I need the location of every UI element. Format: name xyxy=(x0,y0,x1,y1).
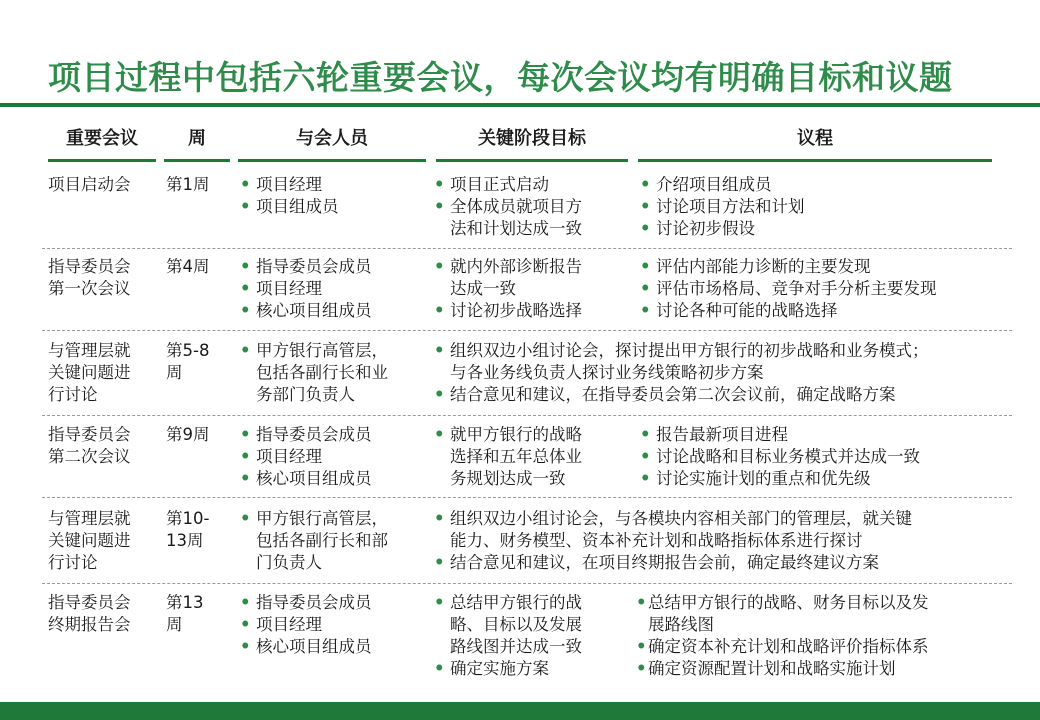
list-item: • 评估市场格局、竞争对手分析主要发现 xyxy=(638,278,1008,300)
attendee-line: 包括各副行长和部 xyxy=(256,531,388,550)
header-attendees: 与会人员 xyxy=(296,128,368,149)
list-item xyxy=(432,174,632,196)
list-item: • 核心项目组成员 xyxy=(238,468,428,490)
header-rule-attendees xyxy=(238,159,426,162)
row2-week xyxy=(166,256,210,278)
list-item: • 项目组成员 xyxy=(238,196,428,218)
list-item: • 核心项目组成员 xyxy=(238,300,428,322)
header-rule-goals xyxy=(436,159,628,162)
header-week: 周 xyxy=(188,128,206,149)
attendee-line: 门负责人 xyxy=(256,553,322,572)
row6-goals xyxy=(432,592,632,680)
merged-line: • 组织双边小组讨论会，与各模块内容相关部门的管理层，就关键 xyxy=(450,509,912,528)
row4-attendees xyxy=(238,424,428,490)
list-item xyxy=(432,424,632,490)
week-line: 第13 xyxy=(166,593,204,612)
goal-line: 选择和五年总体业 xyxy=(450,447,582,466)
row5-attendees xyxy=(238,508,428,574)
row6-week xyxy=(166,592,204,636)
list-item xyxy=(238,508,428,574)
header-rule-agenda xyxy=(638,159,992,162)
list-item xyxy=(432,196,632,240)
meeting-line: 指导委员会 xyxy=(48,593,131,612)
week-line: 第5-8 xyxy=(166,341,210,360)
row4-goals xyxy=(432,424,632,490)
list-item xyxy=(636,658,1006,680)
meeting-line: 关键问题进 xyxy=(48,363,131,382)
row2-agenda xyxy=(638,256,1008,322)
list-item: • 核心项目组成员 xyxy=(238,636,428,658)
row6-agenda xyxy=(636,592,1006,680)
attendee-line: • 甲方银行高管层， xyxy=(256,341,388,360)
merged-line: • 组织双边小组讨论会，探讨提出甲方银行的初步战略和业务模式； xyxy=(450,341,929,360)
merged-line: 能力、财务模型、资本补充计划和战略指标体系进行探讨 xyxy=(450,531,863,550)
list-item xyxy=(432,256,632,300)
row-separator xyxy=(42,415,1012,416)
row-separator xyxy=(42,248,1012,249)
merged-line: 结合意见和建议，在项目终期报告会前，确定最终建议方案 xyxy=(450,553,879,572)
list-item xyxy=(432,552,1007,574)
list-item xyxy=(432,508,1007,552)
list-item xyxy=(432,300,632,322)
goal-line: • 全体成员就项目方 xyxy=(450,197,582,216)
goal-line: 务规划达成一致 xyxy=(450,469,566,488)
list-item: • 指导委员会成员 xyxy=(238,592,428,614)
goal-line: 路线图并达成一致 xyxy=(450,637,582,656)
list-item: • 讨论项目方法和计划 xyxy=(638,196,998,218)
list-item: • 指导委员会成员 xyxy=(238,424,428,446)
list-item xyxy=(432,384,1007,406)
list-item: • 项目经理 xyxy=(238,446,428,468)
footer-bar xyxy=(0,702,1040,720)
week-line: 第10- xyxy=(166,509,210,528)
goal-line: 讨论初步战略选择 xyxy=(450,301,582,320)
list-item xyxy=(636,592,1006,636)
row4-agenda xyxy=(638,424,998,490)
goal-line: 确定实施方案 xyxy=(450,659,549,678)
agenda-line: 确定资本补充计划和战略评价指标体系 xyxy=(648,637,929,656)
row6-attendees xyxy=(238,592,428,658)
row1-attendees xyxy=(238,174,428,218)
row-separator xyxy=(42,583,1012,584)
title-underline xyxy=(0,103,1040,107)
attendee-line: 包括各副行长和业 xyxy=(256,363,388,382)
attendee-line: • 甲方银行高管层， xyxy=(256,509,388,528)
row-separator xyxy=(42,330,1012,331)
week-line: 第4周 xyxy=(166,257,210,276)
list-item xyxy=(636,636,1006,658)
meeting-line: 关键问题进 xyxy=(48,531,131,550)
list-item: • 讨论初步假设 xyxy=(638,218,998,240)
row4-meeting xyxy=(48,424,131,468)
merged-line: 结合意见和建议，在指导委员会第二次会议前，确定战略方案 xyxy=(450,385,896,404)
list-item: • 指导委员会成员 xyxy=(238,256,428,278)
row3-meeting xyxy=(48,340,131,406)
list-item: • 项目经理 xyxy=(238,174,428,196)
page-title: 项目过程中包括六轮重要会议，每次会议均有明确目标和议题 xyxy=(48,58,953,97)
meeting-line: 第一次会议 xyxy=(48,279,131,298)
list-item xyxy=(432,340,1007,384)
row6-meeting xyxy=(48,592,131,636)
meeting-line: 项目启动会 xyxy=(48,175,131,194)
week-line: 第1周 xyxy=(166,175,210,194)
agenda-line: 展路线图 xyxy=(648,615,714,634)
list-item: • 项目经理 xyxy=(238,614,428,636)
meeting-line: 行讨论 xyxy=(48,385,98,404)
list-item: • 评估内部能力诊断的主要发现 xyxy=(638,256,1008,278)
header-meeting: 重要会议 xyxy=(66,128,138,149)
row2-attendees xyxy=(238,256,428,322)
goal-line: • 就内外部诊断报告 xyxy=(450,257,582,276)
merged-line: 与各业务线负责人探讨业务线策略初步方案 xyxy=(450,363,764,382)
goal-line: • 就甲方银行的战略 xyxy=(450,425,582,444)
header-rule-meeting xyxy=(48,159,156,162)
row-separator xyxy=(42,497,1012,498)
list-item xyxy=(432,592,632,658)
attendee-line: 务部门负责人 xyxy=(256,385,355,404)
row1-goals xyxy=(432,174,632,240)
meeting-line: 行讨论 xyxy=(48,553,98,572)
goal-line: 略、目标以及发展 xyxy=(450,615,582,634)
meeting-line: 终期报告会 xyxy=(48,615,131,634)
row3-attendees xyxy=(238,340,428,406)
meeting-line: 指导委员会 xyxy=(48,257,131,276)
week-line: 周 xyxy=(166,363,183,382)
goal-line: 项目正式启动 xyxy=(450,175,549,194)
goal-line: • 总结甲方银行的战 xyxy=(450,593,582,612)
row5-merged xyxy=(432,508,1007,574)
agenda-line: • 总结甲方银行的战略、财务目标以及发 xyxy=(648,593,929,612)
row4-week xyxy=(166,424,210,446)
list-item: • 讨论实施计划的重点和优先级 xyxy=(638,468,998,490)
list-item: • 项目经理 xyxy=(238,278,428,300)
week-line: 周 xyxy=(166,615,183,634)
meeting-line: 指导委员会 xyxy=(48,425,131,444)
row3-merged xyxy=(432,340,1007,406)
meeting-line: 与管理层就 xyxy=(48,509,131,528)
header-agenda: 议程 xyxy=(797,128,833,149)
row5-meeting xyxy=(48,508,131,574)
row2-goals xyxy=(432,256,632,322)
list-item xyxy=(432,658,632,680)
goal-line: 法和计划达成一致 xyxy=(450,219,582,238)
list-item xyxy=(238,340,428,406)
meeting-line: 第二次会议 xyxy=(48,447,131,466)
row3-week xyxy=(166,340,209,384)
goal-line: 达成一致 xyxy=(450,279,516,298)
header-rule-week xyxy=(164,159,230,162)
row1-agenda xyxy=(638,174,998,240)
list-item: • 讨论各种可能的战略选择 xyxy=(638,300,1008,322)
row5-week xyxy=(166,508,209,552)
list-item: • 报告最新项目进程 xyxy=(638,424,998,446)
row2-meeting xyxy=(48,256,131,300)
header-goals: 关键阶段目标 xyxy=(478,128,586,149)
agenda-line: 确定资源配置计划和战略实施计划 xyxy=(648,659,896,678)
week-line: 13周 xyxy=(166,531,204,550)
week-line: 第9周 xyxy=(166,425,210,444)
row1-meeting xyxy=(48,174,131,196)
meeting-line: 与管理层就 xyxy=(48,341,131,360)
row1-week xyxy=(166,174,210,196)
list-item: • 介绍项目组成员 xyxy=(638,174,998,196)
list-item: • 讨论战略和目标业务模式并达成一致 xyxy=(638,446,998,468)
